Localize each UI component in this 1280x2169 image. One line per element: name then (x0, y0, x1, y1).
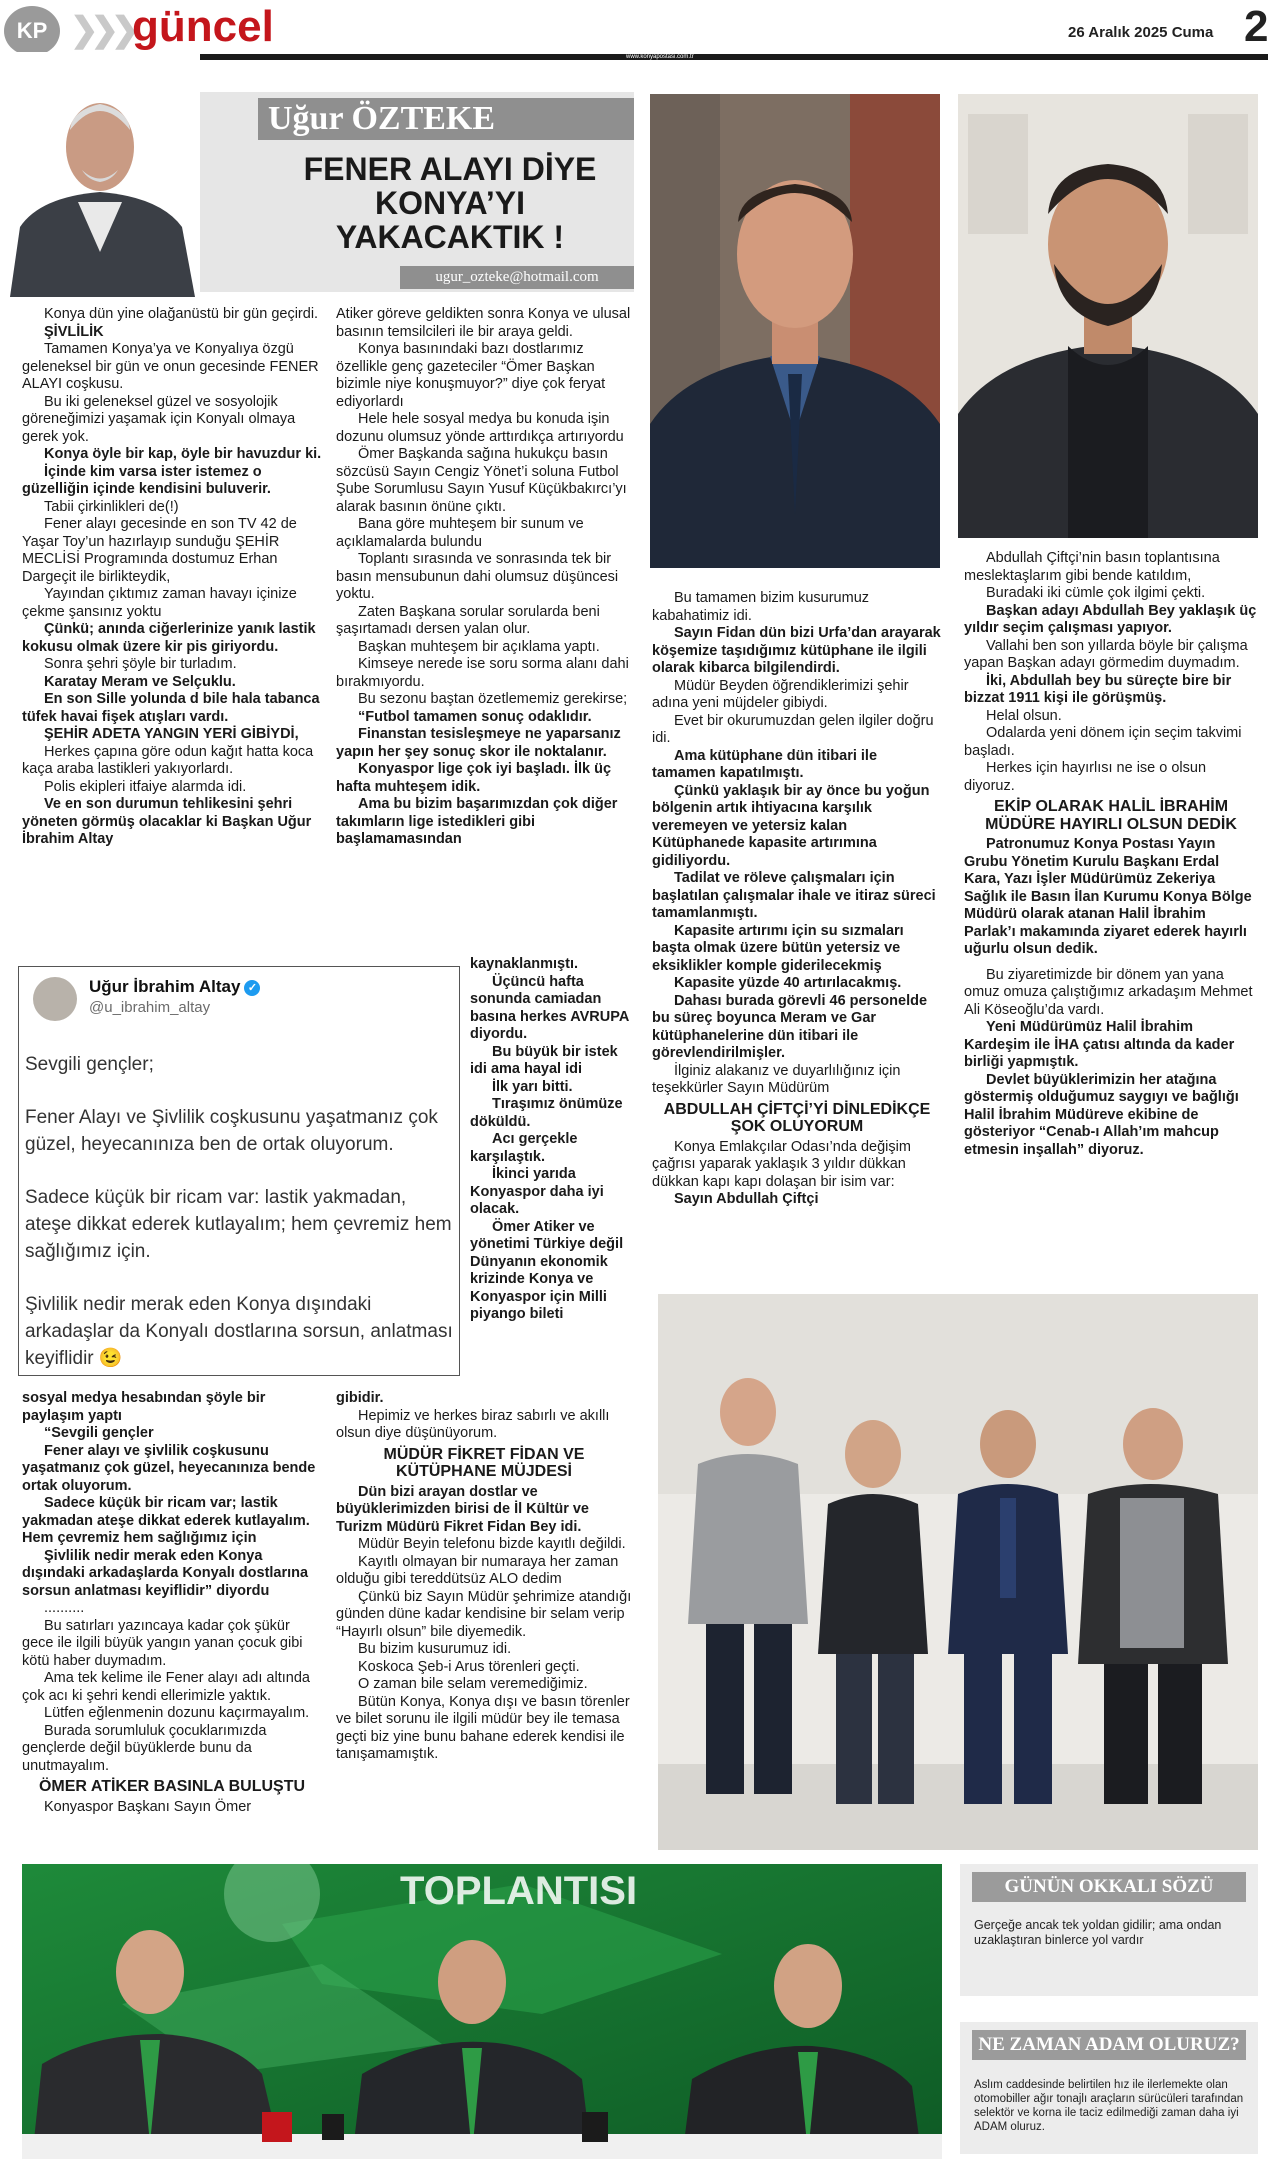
paragraph: İçinde kim varsa ister istemez o güzelliğin içinde kendisini buluverir. (22, 463, 271, 497)
quote-title: GÜNÜN OKKALI SÖZÜ (972, 1872, 1246, 1902)
paragraph: Sayın Abdullah Çiftçi (674, 1191, 819, 1207)
subheading: ÖMER ATİKER BASINLA BULUŞTU (38, 1778, 306, 1795)
paragraph: Kayıtlı olmayan bir numaraya her zaman olduğu gibi tereddütsüz ALO dedim (336, 1553, 619, 1587)
paragraph: Bu bizim kusurumuz idi. (358, 1641, 512, 1657)
paragraph: Finanstan tesisleşmeye ne yaparsanız yapın her şey sonuç skor ile noktalanır. (336, 726, 621, 760)
paragraph: Sonra şehri şöyle bir turladım. (44, 656, 237, 672)
column-3-text (652, 590, 942, 1209)
paragraph: Ama bu bizim başarımızdan çok diğer takımların lige istedikleri gibi başlamamasından (336, 796, 618, 847)
paragraph: kaynaklanmıştı. (470, 956, 578, 972)
tweet-handle: @u_ibrahim_altay (89, 999, 211, 1016)
paragraph: İki, Abdullah bey bu süreçte bire bir bizzat 1911 kişi ile görüşmüş. (964, 672, 1232, 706)
paragraph: Konyaspor lige çok iyi başladı. İlk üç hafta muhteşem idik. (336, 761, 612, 795)
paragraph: İkinci yarıda Konyaspor daha iyi olacak. (470, 1166, 604, 1217)
paragraph: sosyal medya hesabından şöyle bir paylaşım yaptı (22, 1390, 266, 1424)
paragraph: Müdür Beyden öğrendiklerimizi şehir adına yeni müjdeler gibiydi. (652, 677, 909, 711)
tweet-author (89, 977, 260, 997)
paragraph: Dahası burada görevli 46 personelde bu süreç boyunca Meram ve Gar kütüphanelerine dün itibari ile görevlendirilmişler. (652, 992, 928, 1061)
paragraph: Helal olsun. (986, 707, 1062, 724)
paragraph: Ömer Atiker ve yönetimi Türkiye değil Dünyanın ekonomik krizinde Konya ve Konyaspor için Milli piyango bileti (470, 1218, 624, 1322)
paragraph: Bu büyük bir istek idi ama hayal idi (470, 1043, 618, 1077)
paragraph: Ama tek kelime ile Fener alayı adı altında çok acı ki şehri kendi ellerimizle yaktık. (22, 1670, 310, 1704)
paragraph: Vallahi ben son yıllarda böyle bir çalışma yapan Başkan adayı görmedim duymadım. (964, 637, 1248, 671)
paragraph: “Sevgili gençler (44, 1425, 154, 1441)
box-title: NE ZAMAN ADAM OLURUZ? (972, 2030, 1246, 2060)
paragraph: Fener alayı gecesinde en son TV 42 de Yaşar Toy’un hazırlayıp sunduğu ŞEHİR MECLİSİ Programında dostumuz Erhan Dargeçit ile birlikteydik, (22, 516, 297, 585)
subheading: EKİP OLARAK HALİL İBRAHİM MÜDÜRE HAYIRLI OLSUN DEDİK (985, 798, 1237, 833)
paragraph: Acı gerçekle karşılaştık. (470, 1131, 578, 1165)
paragraph: Kimseye nerede ise soru sorma alanı dahi bırakmıyordu. (336, 656, 629, 690)
paragraph: Üçüncü hafta sonunda camiadan basına herkes AVRUPA diyordu. (470, 973, 629, 1042)
column-4-text (964, 550, 1258, 1159)
paragraph: Buradaki iki cümle çok ilgimi çekti. (986, 585, 1206, 601)
paragraph: Bu satırları yazıncaya kadar çok şükür gece ile ilgili büyük yangın yanan çocuk gibi kötü haber duymadım. (22, 1617, 303, 1669)
paragraph: Patronumuz Konya Postası Yayın Grubu Yönetim Kurulu Başkanı Erdal Kara, Yazı İşler Müdürümüz Zekeriya Sağlık ile Basın İlan Kurumu Konya Bölge Müdürü olarak atanan Halil İbrahim Parlak’ı makamında ziyaret ederek hayırlı uğurlu olsun dedik. (964, 836, 1252, 957)
paragraph: Ama kütüphane dün itibari ile tamamen kapatılmıştı. (652, 747, 878, 781)
paragraph: Konyaspor Başkanı Sayın Ömer (44, 1798, 252, 1815)
paragraph: İlk yarı bitti. (492, 1078, 573, 1095)
paragraph: Tamamen Konya’ya ve Konyalıya özgü geleneksel bir gün ve onun gecesinde FENER ALAYI coşkusu. (22, 341, 319, 392)
column-2-text (336, 306, 632, 849)
when-will-we-be-civilized-box (960, 2022, 1258, 2154)
subheading: ŞİVLİLİK (44, 323, 104, 340)
paragraph: Sadece küçük bir ricam var; lastik yakmadan ateşe dikkat ederek kutlayalım. Hem çevremiz hem sağlığımız için (22, 1495, 310, 1546)
paragraph: Bu ziyaretimizde bir dönem yan yana omuz omuza çalıştığımız arkadaşım Mehmet Ali Köseoğlu’da vardı. (964, 966, 1253, 1018)
tweet-paragraph: Fener Alayı ve Şivlilik coşkusunu yaşatmanız çok güzel, heyecanınıza ben de ortak oluyorum. (25, 1107, 438, 1155)
paragraph: Çünkü biz Sayın Müdür şehrimize atandığı günden düne kadar kendisine bir selam verip “Hayırlı olsun” bile diyemedik. (336, 1588, 632, 1640)
paragraph: Şivlilik nedir merak eden Konya dışındaki arkadaşlarda Konyalı dostlarına sorsun anlatması keyiflidir” diyordu (22, 1547, 309, 1599)
paragraph: Herkes çapına göre odun kağıt hatta koca kaça araba lastikleri yakıyorlardı. (22, 743, 314, 777)
paragraph: Konya dün yine olağanüstü bir gün geçirdi. (44, 306, 319, 322)
paragraph: Burada sorumluluk çocuklarımızda gençlerde değil büyüklerde bunu da unutmayalım. (22, 1722, 267, 1774)
subheading: MÜDÜR FİKRET FİDAN VE KÜTÜPHANE MÜJDESİ (383, 1445, 585, 1480)
tweet-author-name: Uğur İbrahim Altay (89, 977, 241, 996)
section-title: güncel (132, 2, 274, 51)
paragraph: Polis ekipleri itfaiye alarmda idi. (44, 778, 247, 795)
paragraph: Karatay Meram ve Selçuklu. (44, 673, 236, 690)
paragraph: Atiker göreve geldikten sonra Konya ve ulusal basının temsilcileri ile bir araya geldi. (336, 306, 631, 340)
columnist-name: Uğur ÖZTEKE (258, 98, 634, 140)
box-text: Aslım caddesinde belirtilen hız ile ilerlemekte olan otomobiller ağır tonajlı araçların sürücüleri tarafından selektör ve korna ile taciz edilmediği zaman daha iyi ADAM oluruz. (974, 2079, 1244, 2133)
avatar (33, 977, 77, 1021)
paragraph: Başkan muhteşem bir açıklama yaptı. (358, 638, 600, 655)
paragraph: Evet bir okurumuzdan gelen ilgiler doğru idi. (652, 712, 934, 746)
paragraph: En son Sille yolunda d bile hala tabanca tüfek havai fişek atışları vardı. (22, 691, 320, 725)
paragraph: Hele hele sosyal medya bu konuda işin dozunu olumsuz yönde arttırdıkça artırıyordu (336, 411, 624, 445)
paragraph: Konya Emlakçılar Odası’nda değişim çağrısı yaparak yaklaşık 3 yıldır dükkan dükkan kapı kapı dolaşan bir isim var: (652, 1138, 911, 1190)
paragraph: Kapasite yüzde 40 artırılacakmış. (674, 975, 902, 991)
abdullah-ciftci-photo (958, 94, 1258, 538)
tweet-paragraph: Sadece küçük bir ricam var: lastik yakmadan, ateşe dikkat ederek kutlayalım; hem çevremiz hem sağlığımız için. (25, 1187, 452, 1262)
fikret-fidan-photo (650, 94, 940, 568)
paragraph: Dün bizi arayan dostlar ve büyüklerimizden birisi de İl Kültür ve Turizm Müdürü Fikret Fidan Bey idi. (336, 1483, 589, 1535)
paragraph: Tadilat ve röleve çalışmaları için başlatılan çalışmalar ihale ve itiraz süreci tamamlanmıştı. (652, 870, 936, 921)
paragraph: Lütfen eğlenmenin dozunu kaçırmayalım. (44, 1705, 310, 1721)
paragraph: Çünkü yaklaşık bir ay önce bu yoğun bölgenin artık ihtiyacına karşılık veremeyen ve yetersiz kalan Kütüphanede kapasite artırımına gidiliyordu. (652, 782, 930, 869)
subheading: ABDULLAH ÇİFTÇİ’Yİ DİNLEDİKÇE ŞOK OLUYORUM (663, 1100, 931, 1135)
article-headline: FENER ALAYI DİYE KONYA’YI YAKACAKTIK ! (303, 151, 597, 255)
paragraph: Koskoca Şeb-i Arus törenleri geçti. (358, 1658, 580, 1675)
paragraph: Bu tamamen bizim kusurumuz kabahatimiz idi. (652, 590, 870, 624)
paragraph: Ömer Başkanda sağına hukukçu basın sözcüsü Sayın Cengiz Yönet’i soluna Futbol Şube Sorumlusu Sayın Yusuf Küçükbakırcı’yı alarak basının önüne çıktı. (336, 446, 627, 515)
columnist-email[interactable]: ugur_ozteke@hotmail.com (400, 266, 634, 289)
paragraph: Fener alayı ve şivlilik coşkusunu yaşatmanız çok güzel, heyecanınıza bende ortak oluyorum. (22, 1442, 316, 1494)
paragraph: Bu sezonu baştan özetlememiz gerekirse; (358, 691, 628, 707)
paragraph: gibidir. (336, 1390, 384, 1406)
paragraph: Herkes için hayırlısı ne ise o olsun diyoruz. (964, 760, 1207, 794)
column-2-narrow-text (470, 956, 632, 1324)
issue-date: 26 Aralık 2025 Cuma (1068, 24, 1214, 41)
paragraph: Bütün Konya, Konya dışı ve basın törenler ve bilet sorunu ile ilgili müdür bey ile temasa geçti biz yine bunu bahane ederek kendisi ile tanışamamıştık. (336, 1693, 630, 1762)
paragraph: Başkan adayı Abdullah Bey yaklaşık üç yıldır seçim çalışması yapıyor. (964, 602, 1257, 636)
subheading: ŞEHİR ADETA YANGIN YERİ GİBİYDİ, (44, 726, 299, 742)
paragraph: Müdür Beyin telefonu bizde kayıtlı değildi. (358, 1536, 626, 1552)
page-number: 2 (1244, 2, 1269, 51)
kp-logo: KP (4, 6, 60, 56)
paragraph: Tıraşımız önümüze döküldü. (470, 1096, 623, 1130)
paragraph: Çünkü; anında ciğerlerinize yanık lastik kokusu olmak üzere kir pis giriyordu. (22, 621, 316, 655)
banner-text: TOPLANTISI (400, 1869, 638, 1913)
paragraph: Abdullah Çiftçi’nin basın toplantısına meslektaşlarım gibi bende katıldım, (964, 550, 1220, 584)
tweet-paragraph: Şivlilik nedir merak eden Konya dışındaki arkadaşlar da Konyalı dostlarına sorsun, anlatması keyiflidir 😉 (25, 1294, 453, 1369)
paragraph: .......... (44, 1600, 85, 1616)
paragraph: Devlet büyüklerimizin her atağına göstermiş olduğumuz saygıyı ve bağlığı Halil İbrahim Müdüreve ekibine de gösteriyor “Cenab-ı Allah’ım mahcup etmesin inşallah” diyoruz. (964, 1071, 1239, 1158)
paragraph: Bana göre muhteşem bir sunum ve açıklamalarda bulundu (336, 516, 584, 550)
column-1-text (22, 306, 322, 849)
paragraph: Yayından çıktımız zaman havayı içinize çekme şansınız yoktu (22, 586, 297, 620)
header-rule (138, 54, 1268, 60)
tweet-body (25, 1051, 455, 1398)
paragraph: Kapasite artırımı için su sızmaları başta olmak üzere bütün yetersiz ve eksiklikler komple giderilecekmiş (652, 922, 904, 974)
paragraph: Odalarda yeni dönem için seçim takvimi başladı. (964, 725, 1242, 759)
press-conference-photo (22, 1864, 942, 2159)
chevron-right-icon: ❯❯❯ (70, 11, 132, 49)
site-url: www.konyapostasi.com.tr (626, 54, 694, 60)
paragraph: “Futbol tamamen sonuç odaklıdır. (358, 708, 592, 725)
paragraph: Konya öyle bir kap, öyle bir havuzdur ki. (44, 446, 322, 462)
quote-of-the-day-box (960, 1864, 1258, 1996)
paragraph: İlginiz alakanız ve duyarlılığınız için teşekkürler Sayın Müdürüm (652, 1062, 901, 1096)
tweet-paragraph: Sevgili gençler; (25, 1054, 154, 1075)
column-1b-text (22, 1390, 322, 1816)
paragraph: Sayın Fidan dün bizi Urfa’dan arayarak köşemize taşıdığımız kütüphane ile ilgili olarak kibarca bilgilendirdi. (652, 625, 941, 676)
verified-check-icon: ✓ (244, 980, 260, 996)
columnist-photo (0, 52, 200, 297)
tweet-embed[interactable] (18, 966, 460, 1376)
paragraph: Yeni Müdürümüz Halil İbrahim Kardeşim ile İHA çatısı altında da kader birliği yapmıştık. (964, 1019, 1235, 1070)
paragraph: O zaman bile selam veremediğimiz. (358, 1676, 588, 1692)
paragraph: Tabii çirkinlikleri de(!) (44, 498, 179, 515)
paragraph: Bu iki geleneksel güzel ve sosyolojik göreneğimizi yaşamak için Konyalı olmaya gerek yok. (22, 393, 296, 445)
column-2b-text (336, 1390, 632, 1764)
quote-text: Gerçeğe ancak tek yoldan gidilir; ama ondan uzaklaştıran binlerce yol vardır (974, 1918, 1222, 1947)
paragraph: Ve en son durumun tehlikesini şehri yöneten görmüş olacaklar ki Başkan Uğur İbrahim Altay (22, 796, 312, 847)
paragraph: Hepimiz ve herkes biraz sabırlı ve akıllı olsun diye düşünüyorum. (336, 1407, 610, 1441)
paragraph: Konya basınındaki bazı dostlarımız özellikle genç gazeteciler “Ömer Başkan bizimle niye konuşmuyor?” diye çok feryat ediyorlardı (336, 341, 606, 410)
paragraph: Zaten Başkana sorular sorularda beni şaşırtamadı dersen yalan olur. (336, 603, 600, 637)
group-visit-photo (658, 1294, 1258, 1850)
paragraph: Toplantı sırasında ve sonrasında tek bir basın mensubunun dahi olumsuz düşüncesi yoktu. (336, 551, 619, 602)
